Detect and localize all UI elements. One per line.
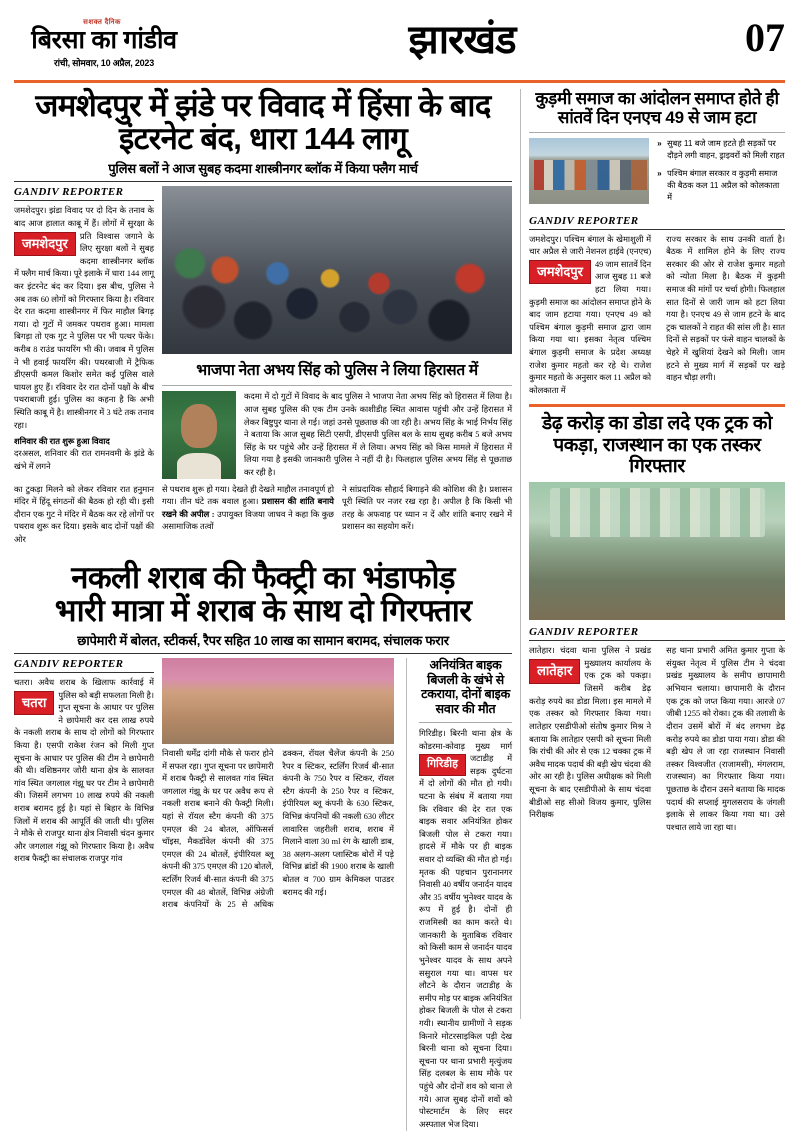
- doda-body-right: सह थाना प्रभारी अमित कुमार गुप्ता के संयुक्त नेतृत्व में पुलिस टीम ने चंदवा प्रखंड मुख्यालय के समीप छापामारी अभियान चलाया। छापामारी के दौरान एक ट्रक को जप्त किया गया। आरजे 07 जीबी 1255 को रोका। ट्रक की तलाशी के दौरान उसमें बोरों में बंद लगभग डेढ़ करोड़ रुपये का डोडा पाया गया। डोडा की बड़ी खेप ले जा रहा राजस्थान निवासी तस्कर विश्वजीत (राजामसी), मंगलराम, राजस्थान) का गिरफ्तार किया गया। पूछताछ के दौरान उसने बताया कि मादक पदार्थ की सप्लाई मुगलसराय के जंगली इलाके से लाकर किया गया था। उसे पश्चात लाये जा रहा था।: [666, 646, 786, 832]
- bike-body-2: जटाडीह में सड़क दुर्घटना में दो लोगों की मौत हो गयी। घटना के संबंध में बताया गया कि रविवार की देर रात एक बाइक सवार अनियंत्रित होकर बिजली पोल से टकरा गया। हादसे में मौके पर ही बाइक सवार दो व्यक्ति की मौत हो गई। मृतक की पहचान पुरानानगर निवासी 40 वर्षीय जनार्दन यादव और 35 वर्षीय भुनेश्वर यादव के रूप में हुई है। दोनों ही राजमिस्त्री का काम करते थे। जानकारी के मुताबिक रविवार को किसी काम से जनार्दन यादव भुनेश्वर यादव के साथ अपने ससुराल गया था। वापस घर लौटने के दौरान जटाडीह के समीप मोड़ पर बाइक अनियंत्रित होकर बिजली के पोल से टकरा गयी। स्थानीय ग्रामीणों ने सड़क किनारे मोटरसाइकिल पड़ी देख बिरनी थाना को सूचना दिया। सूचना पर थाना प्रभारी मृत्युंजय सिंह दलबल के साथ मौके पर पहुंचे और दोनों शव को थाना ले गये। आज सुबह दोनों शवों को पोस्टमार्टम के लिए सदर अस्पताल भेज दिया।: [419, 754, 513, 1129]
- left-column-group: [14, 88, 513, 1129]
- doda-headline: डेढ़ करोड़ का डोडा लदे एक ट्रक को पकड़ा, राजस्थान का एक तस्कर गिरफ्तार: [542, 413, 773, 477]
- doda-body-2: एक ट्रक को पकड़ा। जिसमें करीब डेढ़ करोड़ रुपये का डोडा मिला। इस मामले में एक तस्कर को गिरफ्तार किया गया। लातेहार एसडीपीओ संतोष कुमार मिश्र ने बताया कि लातेहार एसपी को सूचना मिली कि रांची की ओर से एक 12 चक्का ट्रक में अवैध मादक पदार्थ की बड़ी खेप चंदवा की ओर आ रही है। पुलिस अधीक्षक को मिली सूचना के बाद एसडीपीओ के साथ चंदवा बीडीओ सह सीओ विजय कुमार, पुलिस निरीक्षक: [529, 671, 652, 820]
- doda-story: [529, 413, 785, 1019]
- kurmi-divider: [529, 132, 785, 133]
- lead-headline: जमशेदपुर में झंडे पर विवाद में हिंसा के बाद इंटरनेट बंद, धारा 144 लागू: [35, 88, 491, 157]
- dateline-badge-jamshedpur-2: जमशेदपुर: [529, 260, 591, 285]
- liquor-byline: GANDIV REPORTER: [14, 658, 154, 673]
- doda-body-1: लातेहार। चंदवा थाना पुलिस ने प्रखंड मुख्यालय कार्यालय के: [529, 646, 652, 668]
- dateline-badge-giridih: गिरिडीह: [419, 754, 466, 776]
- dateline-badge-chatra: चतरा: [14, 691, 54, 716]
- list-item: » सुबह 11 बजे जाम हटते ही सड़कों पर दौड़ने लगी वाहन, ड्राइवरों को मिली राहत: [657, 138, 785, 162]
- kurmi-body-2: सातवें दिन आज सुबह 11 बजे हटा लिया गया। कुड़मी समाज का आंदोलन समाप्त होने के बाद जाम हटाया गया। एनएच 49 को पश्चिम बंगाल कुड़मी समाज द्वारा जाम किया गया था। इसका नेतृत्व पश्चिम बंगाल कुड़मी समाज के प्रदेश अध्यक्ष राजेश कुमार महतो कर रहे थे। राजेश कुमार महतो के अनुसार कल 11 अप्रैल को कोलकाता में: [529, 259, 652, 395]
- doda-body-left: [529, 645, 651, 834]
- abhay-col-3: ने सांप्रदायिक सौहार्द बिगाड़ने की कोशिश की है। प्रशासन पूरी स्थिति पर नजर रख रहा है। अपील है कि किसी भी तरह के अफवाह पर ध्यान न दें और शांति बनाए रखने में प्रशासन का सहयोग करें।: [342, 484, 513, 532]
- photo-highway-trucks: [529, 138, 649, 204]
- lead-subsection-heading: शनिवार की रात शुरू हुआ विवाद: [14, 436, 110, 447]
- bike-body-1: गिरिडीह। बिरनी थाना क्षेत्र के कोडरमा-कोवाड़ मुख्य मार्ग: [419, 728, 513, 751]
- liquor-subhead: छापेमारी में बोलत, स्टीकर्स, रैपर सहित 10 लाख का सामान बरामद, संचालक फरार: [77, 632, 449, 648]
- liquor-body-block: [14, 677, 154, 866]
- masthead-title: बिरसा का गांडीव: [31, 26, 177, 54]
- masthead-rule: [14, 80, 785, 83]
- liquor-story: [14, 561, 512, 1131]
- kurmi-body-right: राज्य सरकार के साथ उनकी वार्ता है। बैठक में शामिल होने के लिए राज्य सरकार की ओर से राजेश कुमार महतो को न्योता मिला है। बैठक में कुड़मी समाज की मांगों पर चर्चा होगी। फिलहाल सात दिनों से जारी जाम को हटा लिया गया है। एनएच 49 से जाम हटने के बाद ट्रक चालकों ने राहत की सांस ली है। सात दिनों से सड़कों पर फंसे वाहन चालकों के चेहरे में खुशियां देखने को मिली। जाम हटने से मुख्य मार्ग में सड़कों पर खड़े वाहन चौड़ा लगी।: [666, 234, 786, 383]
- bike-headline: अनियंत्रित बाइक बिजली के खंभे से टकराया, दोनों बाइक सवार की मौत: [421, 657, 511, 717]
- kurmi-byline: GANDIV REPORTER: [529, 215, 785, 230]
- lead-byline: GANDIV REPORTER: [14, 186, 154, 201]
- page-body: [14, 88, 786, 1129]
- dateline-badge-jamshedpur: जमशेदपुर: [14, 232, 76, 257]
- abhay-col-2: [162, 484, 334, 547]
- masthead-dateline: रांची, सोमवार, 10 अप्रैल, 2023: [53, 58, 155, 68]
- liquor-headline-line2: भारी मात्रा में शराब के साथ दो गिरफ्तार: [54, 592, 472, 628]
- section-title: झारखंड: [408, 18, 516, 62]
- liquor-body-1: चतरा। अवैध शराब के खिलाफ कार्रवाई में पुलिस को बड़ी: [14, 677, 154, 700]
- abhay-photo-caption: भाजपा नेता अभय सिंह को पुलिस ने लिया हिरासत में: [196, 362, 478, 380]
- liquor-headline-line1: नकली शराब की फैक्ट्री का भंडाफोड़: [71, 559, 455, 595]
- kurmi-body-1: जमशेदपुर। पश्चिम बंगाल के खेमाशुली में चार अप्रैल से जारी नेशनल हाईवे (एनएच) 49 जाम: [529, 234, 652, 269]
- doda-section-rule: [529, 404, 785, 407]
- photo-crowd-clash: [162, 186, 512, 354]
- lead-body-1: जमशेदपुर। झंडा विवाद पर दो दिन के तनाव के बाद आज हालात काबू में हैं। लोगों: [14, 206, 154, 228]
- doda-byline: GANDIV REPORTER: [529, 626, 785, 641]
- lead-body-block: [14, 205, 154, 473]
- masthead-brand: [14, 12, 229, 69]
- abhay-col-2-cont: उपायुक्त विजया जाधव ने कहा कि कुछ असामाजिक तत्वों: [162, 509, 334, 532]
- photo-seized-truck-sacks: [529, 482, 785, 620]
- kurmi-story: [529, 89, 785, 397]
- abhay-divider: [162, 385, 512, 386]
- masthead-kicker: सशक्त दैनिक: [83, 18, 121, 26]
- kurmi-headline: कुड़मी समाज का आंदोलन समाप्त होते ही सांतवें दिन एनएच 49 से जाम हटा: [535, 89, 779, 128]
- photo-police-seizure: [162, 658, 394, 744]
- lead-body-2: में सुरक्षा के प्रति विश्वास जगाने के लिए सुरक्षा बलों ने सुबह कदमा शास्त्रीनगर ब्लॉक में फ्लैग मार्च किया। पूरे इलाके में धारा 144 लागू कर इंटरनेट बंद कर दिया। इस बीच, पुलिस ने अब तक 60 लोगों को गिरफ्तार किया है। रविवार देर रात कदमा शास्त्रीनगर में फिर माहौल बिगड़ गया। दो गुटों में जमकर पथराव हुआ। मामला बिगड़ा तो एक गुट ने पुलिस पर भी पत्थर फेंके। करीब 8 राउंड फायरिंग भी की। जवाब में पुलिस ने भी हवाई फायरिंग की। पथरबाजी में ट्रैफिक डीएसपी कमल किशोर समेत कई पुलिस वाले घायल हुए हैं। रविवार देर रात दोनों पक्षों के बीच पथराबाजी हुई। पुलिस का कहना है कि अभी स्थिति काबू में है। शास्त्रीनगर में 3 घंटे तक तनाव रहा।: [14, 218, 155, 430]
- bike-body-block: [419, 728, 512, 1131]
- photo-abhay-singh: [162, 391, 236, 479]
- lead-story: [14, 89, 512, 547]
- lead-continued-col: का टुकड़ा मिलने को लेकर रविवार रात हनुमान मंदिर में हिंदू संगठनों की बैठक हो रही थी। इसी दौरान एक गुट ने मंदिर में बैठक कर रहे लोगों पर पथराव शुरू कर दिया। इसके बाद दोनों पक्षों की ओर: [14, 484, 154, 545]
- liquor-body-4: अंग्रेजी शराब कंपनियों के 25 से अधिक ढक्कन, रॉयल चैलेंज कंपनी के 250 रैपर व स्टिकर, स्टर्लिंग रिजर्व बी-सात कंपनी के 750 रैपर व स्टिकर, रॉयल स्टैग कंपनी के 250 रैपर व स्टिकर, इंपीरियल ब्लू कंपनी के 630 स्टिकर, विभिन्न कंपनियों की नकली 630 लीटर लावारिस जहरीली शराब, शराब में मिलाने वाला 30 ml रंग के खाली डाब, 38 अलग-अलग प्लास्टिक बोरों में पड़े विभिन्न ब्रांडों की 1900 शराब के खाली बोतल व 700 ग्राम केमिकल पाउडर बरामद की गई।: [162, 748, 394, 910]
- abhay-col-2-heading: प्रशासन की शांति बनाये रखने की अपील :: [162, 497, 334, 519]
- main-vertical-rule: [520, 89, 521, 1019]
- kurmi-bullet-list: [657, 138, 785, 209]
- liquor-body-3-4: [162, 748, 394, 912]
- abhay-lead-text: कदमा में दो गुटों में विवाद के बाद पुलिस ने भाजपा नेता अभय सिंह को हिरासत में लिया है। आज सुबह पुलिस की एक टीम उनके काशीडीह स्थित आवास पहुंची और उन्हें हिरासत में लेकर बिष्टुपुर थाना ले गई। जहां उनसे पूछताछ की जा रही है। अभय सिंह के भाई निर्भय सिंह ने बताया कि आज सुबह सिटी एसपी, डीएसपी पुलिस बल के साथ सुबह करीब 5 बजे अभय सिंह के घर पहुंचे और उन्हें हिरासत में ले लिया। अभय सिंह को किस मामले में हिरासत में लिया गया है इसकी जानकारी पुलिस ने नहीं दी है। फिलहाल पुलिस अभय सिंह से पूछताछ कर रही है।: [244, 392, 513, 477]
- dateline-badge-latehar: लातेहार: [529, 659, 580, 684]
- lead-subhead: पुलिस बलों ने आज सुबह कदमा शास्त्रीनगर ब्लॉक में किया फ्लैग मार्च: [108, 161, 418, 177]
- lead-divider: [14, 181, 512, 182]
- list-item: » पश्चिम बंगाल सरकार व कुड़मी समाज की बैठक कल 11 अप्रैल को कोलकाता में: [657, 168, 785, 204]
- liquor-body-3: निवासी धर्मेंद्र दांगी मौके से फरार होने में सफल रहा। गुप्त सूचना पर छापेमारी में शराब फैक्ट्री से सालवत गांव स्थित जगलाल गंझू के घर पर अवैध रूप से नकली शराब बनाने की फैक्ट्री मिली। यहां से रॉयल स्टैग कंपनी की 375 एमएल की 24 बोतल, ऑफिसर्स चॉइस, मैकडॉवेल कंपनी की 375 एमएल की 24 बोतलें, इंपीरियल ब्लू कंपनी की 375 एमएल की 120 बोतलें, स्टर्लिंग रिजर्व बी-सात कंपनी की 375 एमएल की 48 बोतलें, विभिन्न: [162, 748, 274, 897]
- bike-divider: [419, 722, 512, 723]
- page-number: 07: [745, 15, 785, 60]
- lead-body-3: दरअसल, शनिवार की रात रामनवमी के झंडे के खंभे में लगने: [14, 448, 154, 471]
- liquor-divider: [14, 653, 512, 654]
- masthead: [14, 12, 785, 78]
- liquor-body-2: सफलता मिली है। गुप्त सूचना के आधार पर पुलिस ने छापेमारी कर दस लाख रुपये के नकली शराब के साथ दो लोगों को गिरफ्तार किया है। एसपी राकेश रंजन को मिली गुप्त सूचना के आधार पर पुलिस की टीम ने छापेमारी की थी। वशिष्ठनगर जोरी थाना क्षेत्र के सालवत गांव स्थित जगलाल गंझू घर पर टीम ने छापेमारी की। जिसमें लगभग 10 लाख रुपये की नकली शराब बरामद हुई है। यहां से बिहार के विभिन्न जिलों में शराब की आपूर्ति की जाती थी। पुलिस ने मौके से राजपुर थाना क्षेत्र निवासी चंदन कुमार और जगलाल गंझू को गिरफ्तार किया है। अवैध शराब फैक्ट्री का संचालक राजपुर गांव: [14, 690, 155, 864]
- kurmi-body-left: [529, 234, 651, 398]
- right-column-group: [529, 89, 785, 1019]
- abhay-col-2-text: से पथराव शुरू हो गया। देखते ही देखते माहौल तनावपूर्ण हो गया। तीन घंटे तक बवाल हुआ।: [162, 484, 334, 507]
